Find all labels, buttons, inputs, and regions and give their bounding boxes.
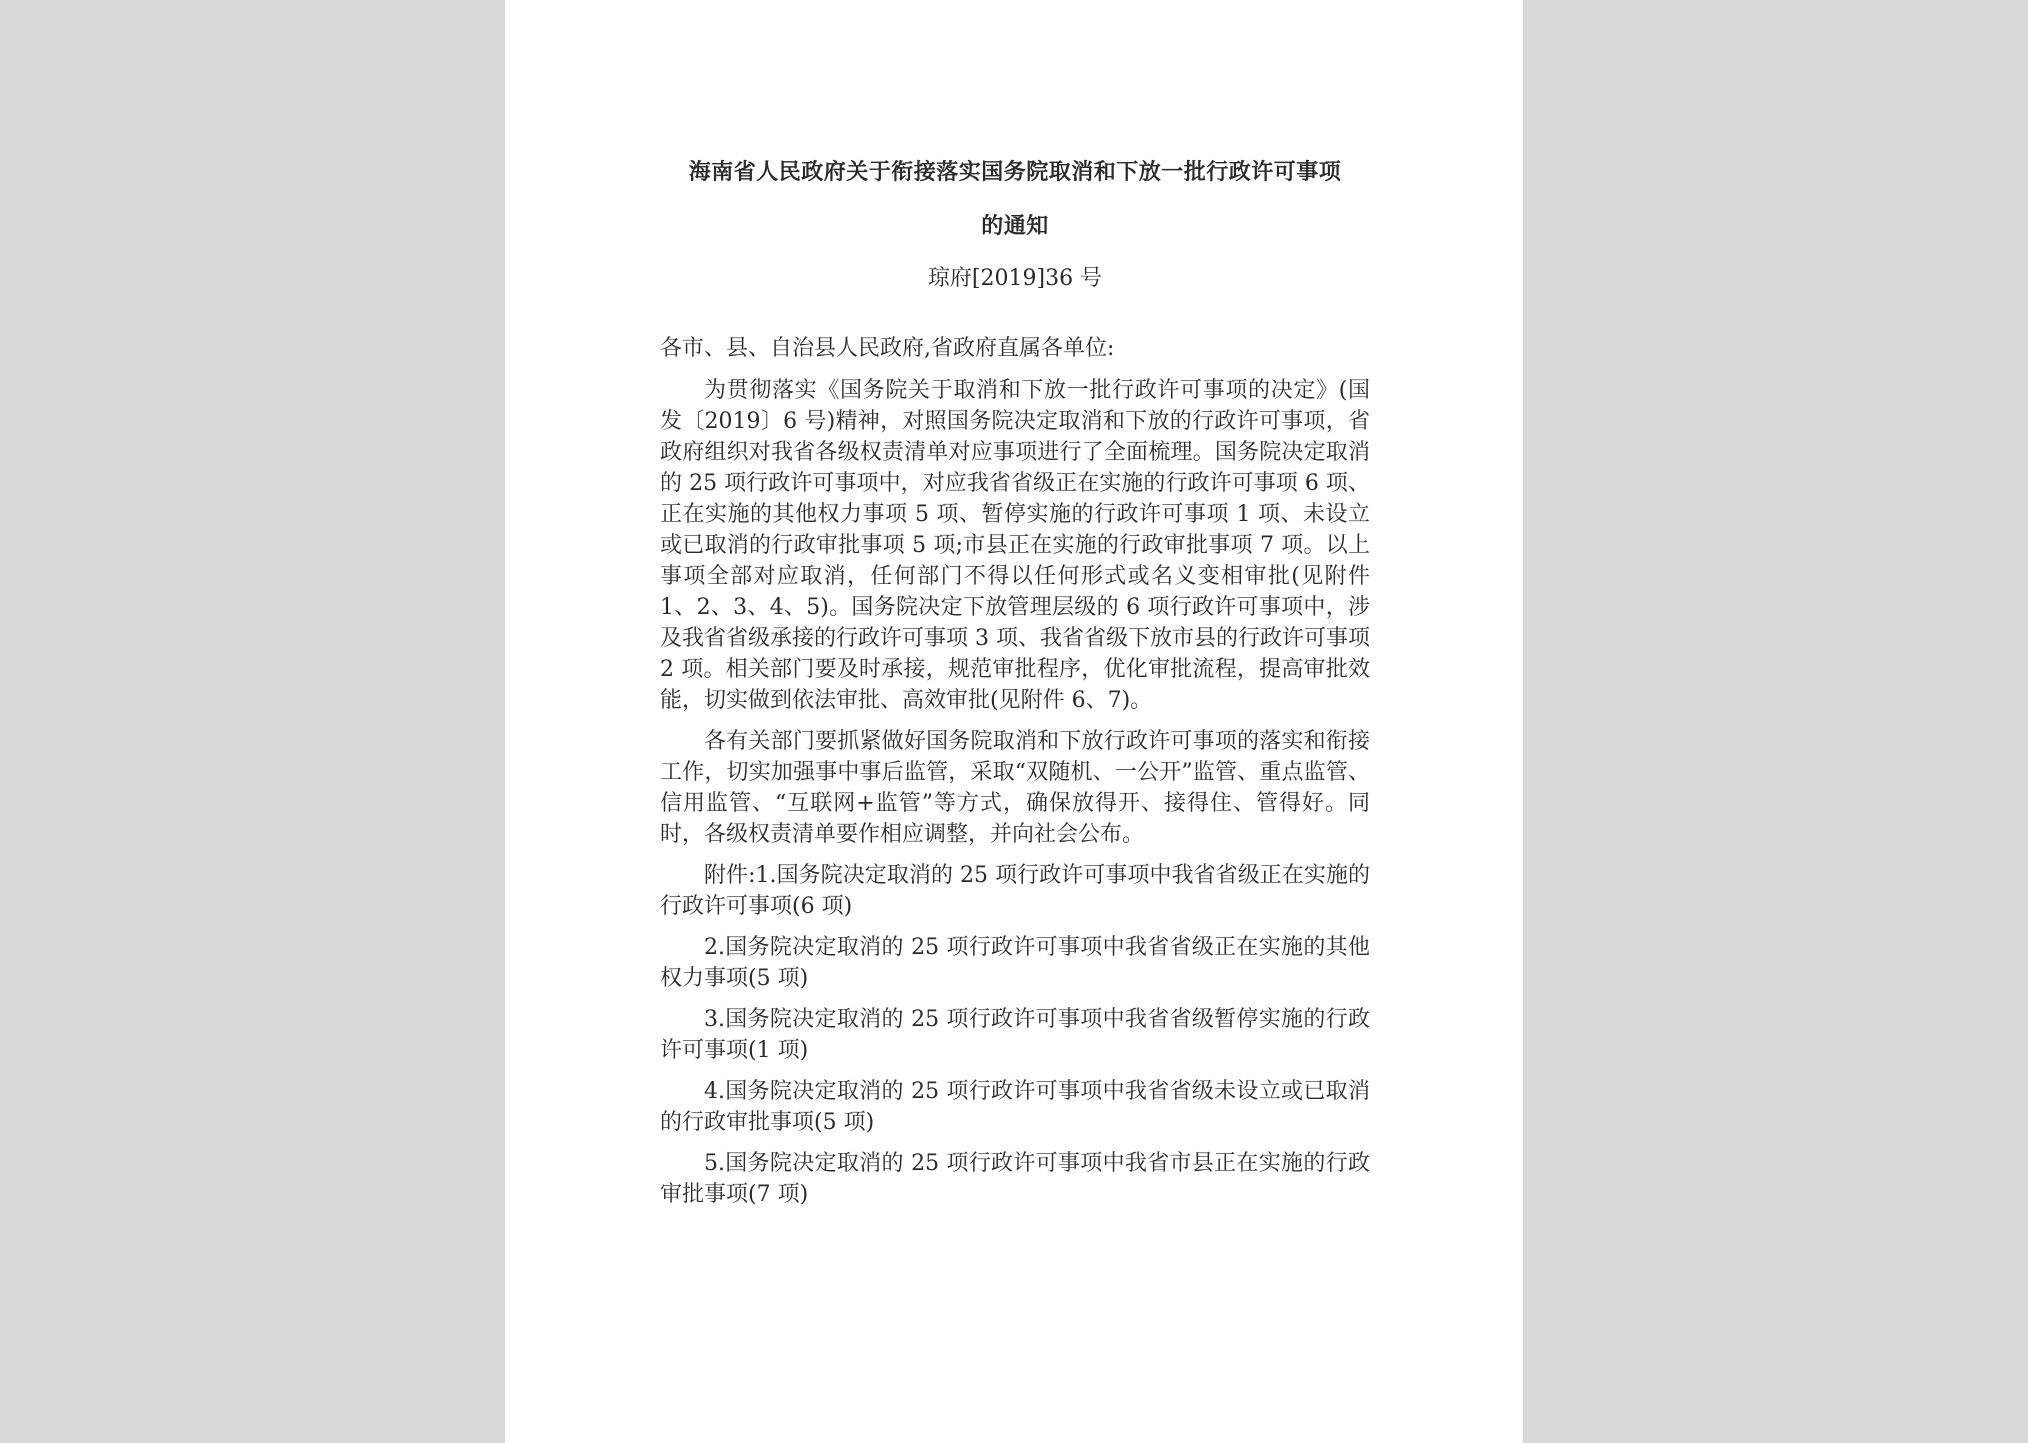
attachment-item: 4.国务院决定取消的 25 项行政许可事项中我省省级未设立或已取消的行政审批事项(5 项)	[660, 1079, 1370, 1135]
attachment-list	[660, 860, 1370, 1210]
body-paragraph: 各有关部门要抓紧做好国务院取消和下放行政许可事项的落实和衔接工作，切实加强事中事后监管，采取“双随机、一公开”监管、重点监管、信用监管、“互联网+监管”等方式，确保放得开、接得住、管得好。同时，各级权责清单要作相应调整，并向社会公布。	[660, 729, 1370, 847]
document-page	[505, 0, 1523, 1443]
document-content	[660, 145, 1370, 1220]
body-paragraph: 为贯彻落实《国务院关于取消和下放一批行政许可事项的决定》(国发〔2019〕6 号)精神，对照国务院决定取消和下放的行政许可事项，省政府组织对我省各级权责清单对应事项进行了全面梳理。国务院决定取消的 25 项行政许可事项中，对应我省省级正在实施的行政许可事项 6 项、正在实施的其他权力事项 5 项、暂停实施的行政许可事项 1 项、未设立或已取消的行政审批事项 5 项;市县正在实施的行政审批事项 7 项。以上事项全部对应取消，任何部门不得以任何形式或名义变相审批(见附件 1、2、3、4、5)。国务院决定下放管理层级的 6 项行政许可事项中，涉及我省省级承接的行政许可事项 3 项、我省省级下放市县的行政许可事项 2 项。相关部门要及时承接，规范审批程序，优化审批流程，提高审批效能，切实做到依法审批、高效审批(见附件 6、7)。	[660, 378, 1370, 713]
document-number: 琼府[2019]36 号	[927, 266, 1103, 291]
salutation: 各市、县、自治县人民政府,省政府直属各单位:	[660, 336, 1115, 361]
document-title-line2: 的通知	[981, 213, 1049, 239]
attachment-item: 3.国务院决定取消的 25 项行政许可事项中我省省级暂停实施的行政许可事项(1 项)	[660, 1007, 1370, 1063]
document-title-line1: 海南省人民政府关于衔接落实国务院取消和下放一批行政许可事项	[688, 159, 1342, 185]
attachment-item: 2.国务院决定取消的 25 项行政许可事项中我省省级正在实施的其他权力事项(5 项)	[660, 935, 1370, 991]
attachment-item: 5.国务院决定取消的 25 项行政许可事项中我省市县正在实施的行政审批事项(7 项)	[660, 1151, 1370, 1207]
attachment-item: 附件:1.国务院决定取消的 25 项行政许可事项中我省省级正在实施的行政许可事项(6 项)	[660, 863, 1370, 919]
